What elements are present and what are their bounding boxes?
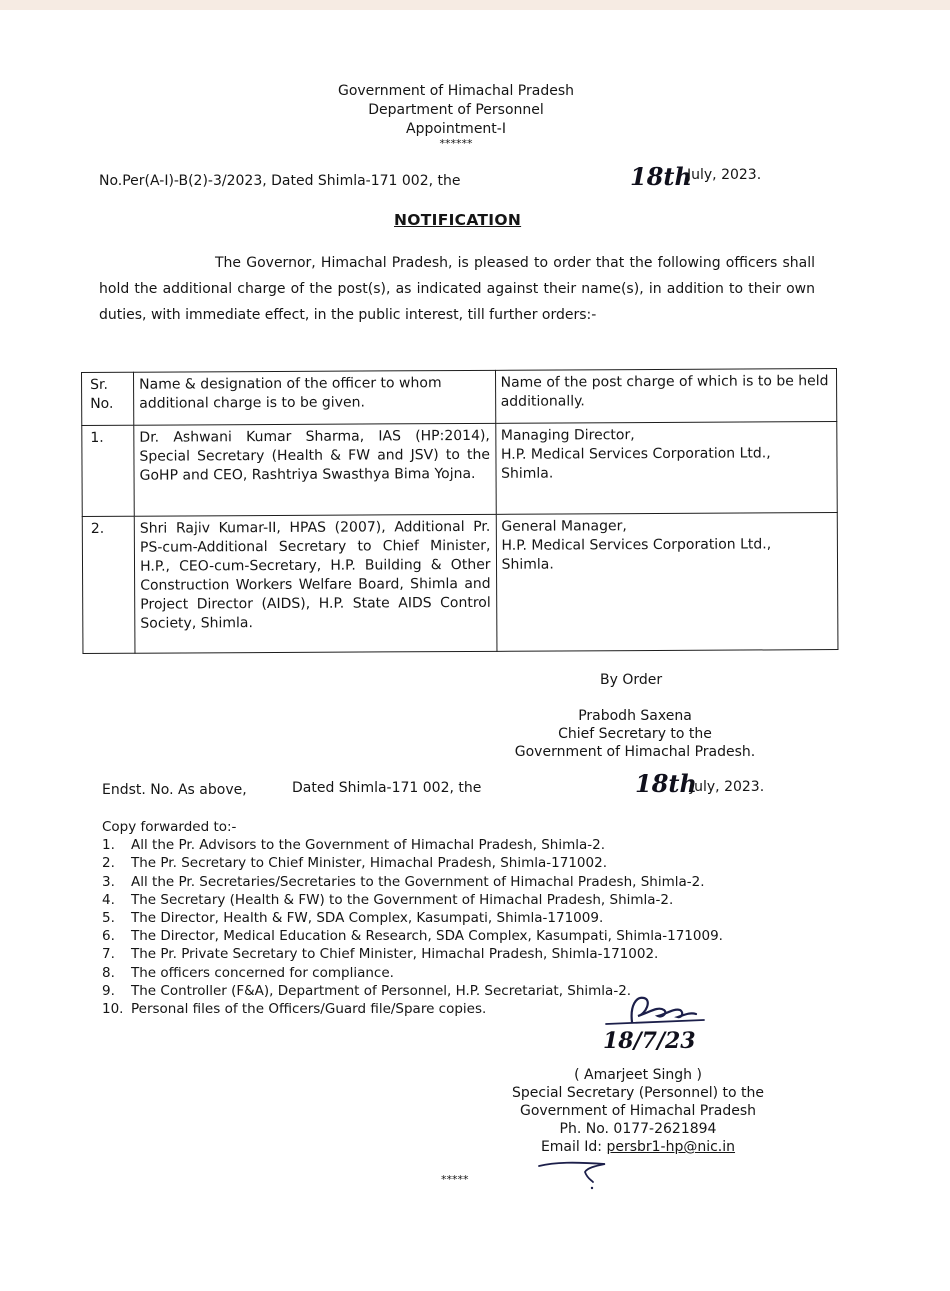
reference-number: No.Per(A-I)-B(2)-3/2023, Dated Shimla-171 002, the xyxy=(99,173,461,189)
signatory-name: ( Amarjeet Singh ) xyxy=(574,1067,702,1083)
header-stars: ****** xyxy=(439,137,473,150)
list-item: 6. The Director, Medical Education & Research, SDA Complex, Kasumpati, Shimla-171009. xyxy=(102,928,723,945)
header-officer-name: Name & designation of the officer to whom additional charge is to be given. xyxy=(134,370,496,425)
row-officer-name: Shri Rajiv Kumar-II, HPAS (2007), Additional Pr. PS-cum-Additional Secretary to Chief Minister, H.P., CEO-cum-Secretary, H.P. Building & Other Construction Workers Welfare Board, Shimla and Project Director (AIDS), H.P. State AIDS Control Society, Shimla. xyxy=(134,514,496,653)
list-item: 4. The Secretary (Health & FW) to the Government of Himachal Pradesh, Shimla-2. xyxy=(102,891,674,908)
list-item: 2. The Pr. Secretary to Chief Minister, Himachal Pradesh, Shimla-171002. xyxy=(102,855,607,872)
table-row xyxy=(82,513,838,654)
list-item: 9. The Controller (F&A), Department of Personnel, H.P. Secretariat, Shimla-2. xyxy=(102,982,632,999)
list-item: 10. Personal files of the Officers/Guard file/Spare copies. xyxy=(102,1001,487,1018)
signatory-phone: Ph. No. 0177-2621894 xyxy=(559,1121,717,1137)
reference-month-year: July, 2023. xyxy=(687,167,762,183)
endorsement-month-year: July, 2023. xyxy=(690,779,765,795)
handwritten-date-1: 18th xyxy=(630,162,692,191)
list-item: 7. The Pr. Private Secretary to Chief Minister, Himachal Pradesh, Shimla-171002. xyxy=(102,946,659,963)
header-post: Name of the post charge of which is to be held additionally. xyxy=(495,369,837,424)
row-post xyxy=(495,422,837,515)
email-link[interactable]: persbr1-hp@nic.in xyxy=(606,1139,736,1155)
row-post xyxy=(496,513,838,652)
notification-body xyxy=(99,250,815,328)
row-post-line: H.P. Medical Services Corporation Ltd., xyxy=(500,445,771,463)
signatory-block xyxy=(488,1066,788,1156)
row-post-line: General Manager, xyxy=(501,518,627,535)
row-post-line: Shimla. xyxy=(501,556,554,573)
row-post-line: H.P. Medical Services Corporation Ltd., xyxy=(501,536,772,554)
department-header xyxy=(306,82,606,149)
scan-top-band xyxy=(0,0,950,10)
end-stars: ***** xyxy=(441,1173,469,1186)
handwritten-signature xyxy=(600,992,710,1026)
header-government: Government of Himachal Pradesh xyxy=(337,83,575,99)
chief-secretary-title: Chief Secretary to the xyxy=(558,726,712,742)
notification-title: NOTIFICATION xyxy=(394,211,522,229)
row-officer-name: Dr. Ashwani Kumar Sharma, IAS (HP:2014), Special Secretary (Health & FW and JSV) to the GoHP and CEO, Rashtriya Swasthya Bima Yojna. xyxy=(134,423,496,516)
notification-body-text: The Governor, Himachal Pradesh, is pleased to order that the following officers shall hold the additional charge of the post(s), as indicated against their name(s), in addition to their own duties, with immediate effect, in the public interest, till further orders:- xyxy=(99,255,815,323)
header-sr-no: Sr. No. xyxy=(82,372,134,425)
list-item: 3. All the Pr. Secretaries/Secretaries to the Government of Himachal Pradesh, Shimla-2. xyxy=(102,873,705,890)
email-label: Email Id: xyxy=(540,1139,607,1155)
signatory-government: Government of Himachal Pradesh xyxy=(519,1103,757,1119)
header-section: Appointment-I xyxy=(406,121,506,137)
row-sr-no: 2. xyxy=(82,516,135,653)
by-order: By Order xyxy=(600,672,663,688)
signatory-title: Special Secretary (Personnel) to the xyxy=(512,1085,764,1101)
list-item: 1. All the Pr. Advisors to the Government of Himachal Pradesh, Shimla-2. xyxy=(102,837,606,854)
header-department: Department of Personnel xyxy=(368,102,544,118)
chief-secretary-government: Government of Himachal Pradesh. xyxy=(514,744,756,760)
endorsement-number: Endst. No. As above, xyxy=(102,782,247,798)
row-post-line: Shimla. xyxy=(501,465,554,482)
table-header-row xyxy=(82,369,837,426)
chief-secretary-block xyxy=(490,707,780,761)
list-item: 5. The Director, Health & FW, SDA Complex, Kasumpati, Shimla-171009. xyxy=(102,910,604,927)
endorsement-dated: Dated Shimla-171 002, the xyxy=(292,780,482,796)
copy-forwarded-section xyxy=(102,818,723,1018)
copy-forwarded-heading: Copy forwarded to:- xyxy=(102,819,237,835)
signatory-email-line xyxy=(488,1138,788,1156)
ink-flourish xyxy=(535,1158,615,1192)
row-sr-no: 1. xyxy=(82,425,135,516)
additional-charge-table xyxy=(81,368,838,654)
row-post-line: Managing Director, xyxy=(500,427,635,444)
chief-secretary-name: Prabodh Saxena xyxy=(578,708,692,724)
handwritten-date-2: 18th xyxy=(635,769,697,798)
list-item: 8. The officers concerned for compliance. xyxy=(102,964,394,981)
table-row xyxy=(82,422,837,517)
handwritten-signed-date: 18/7/23 xyxy=(603,1028,696,1054)
